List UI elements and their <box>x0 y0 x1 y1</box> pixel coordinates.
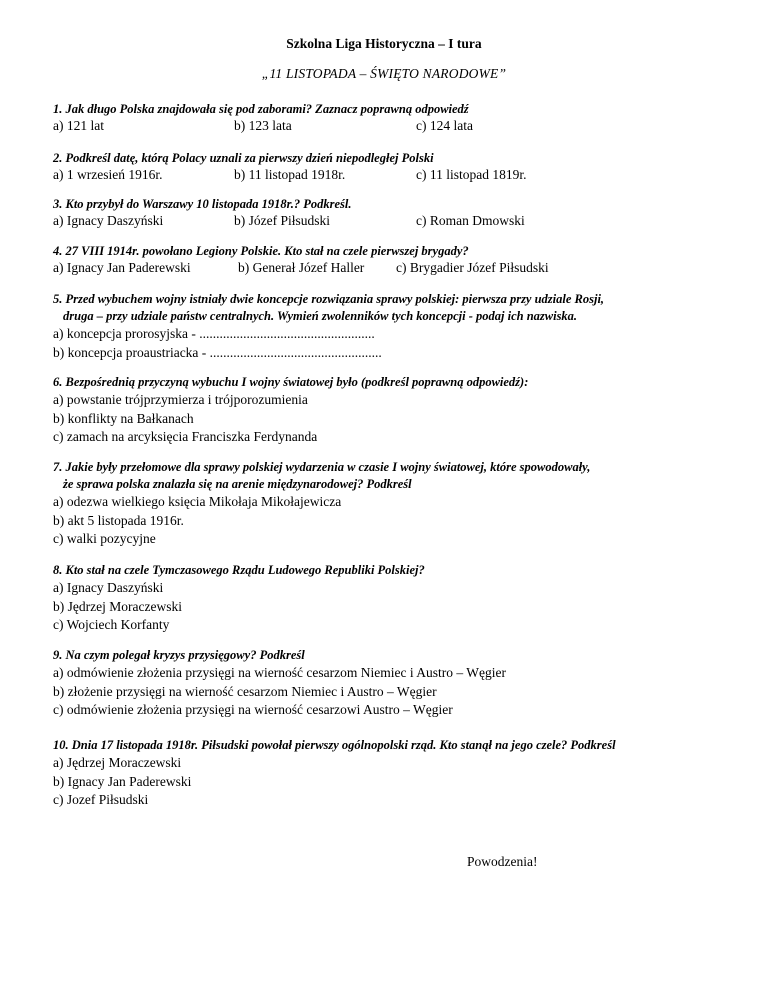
question-text: 10. Dnia 17 listopada 1918r. Piłsudski powołał pierwszy ogólnopolski rząd. Kto stanął na jego czele? Podkreśl <box>53 738 616 752</box>
question-text: 6. Bezpośrednią przyczyną wybuchu I wojny światowej było (podkreśl poprawną odpowiedź): <box>53 375 529 389</box>
question-text: 9. Na czym polegał kryzys przysięgowy? Podkreśl <box>53 648 305 662</box>
question-1 <box>53 101 733 137</box>
question-text: 5. Przed wybuchem wojny istniały dwie koncepcje rozwiązania sprawy polskiej: pierwsza przy udziale Rosji, druga – przy udziale państw centralnych. Wymień zwolenników tych koncepcji - podaj ich nazwiska. <box>53 292 605 323</box>
question-6 <box>53 374 733 447</box>
answer-option: c) 11 listopad 1819r. <box>416 167 527 182</box>
answer-option: b) konflikty na Bałkanach <box>53 410 194 426</box>
answer-option: b) 11 listopad 1918r. <box>234 167 346 182</box>
answer-option: b) Józef Piłsudski <box>234 213 330 228</box>
answer-option: b) Jędrzej Moraczewski <box>53 598 182 614</box>
answer-option: a) Ignacy Daszyński <box>53 213 164 228</box>
question-text: 3. Kto przybył do Warszawy 10 listopada 1918r.? Podkreśl. <box>53 197 352 211</box>
question-4 <box>53 243 733 279</box>
answer-line: b) koncepcja proaustriacka - ................................................... <box>53 344 382 360</box>
answer-option: a) odmówienie złożenia przysięgi na wierność cesarzom Niemiec i Austro – Węgier <box>53 665 506 680</box>
answer-option: c) Roman Dmowski <box>416 213 525 228</box>
answer-option: c) walki pozycyjne <box>53 531 156 547</box>
question-3 <box>53 196 733 232</box>
answer-option: a) odezwa wielkiego księcia Mikołaja Mikołajewicza <box>53 494 342 509</box>
answer-option: a) 1 wrzesień 1916r. <box>53 167 163 182</box>
answer-option: a) Ignacy Jan Paderewski <box>53 260 191 275</box>
question-text: 7. Jakie były przełomowe dla sprawy polskiej wydarzenia w czasie I wojny światowej, które spowodowały, że sprawa polska znalazła się na arenie międzynarodowej? Podkreśl <box>53 460 591 491</box>
answer-option: a) powstanie trójprzymierza i trójporozumienia <box>53 392 308 407</box>
question-text: 8. Kto stał na czele Tymczasowego Rządu Ludowego Republiki Polskiej? <box>53 563 425 577</box>
answer-option: b) Ignacy Jan Paderewski <box>53 773 192 789</box>
document-subtitle: „11 LISTOPADA – ŚWIĘTO NARODOWE” <box>261 66 507 81</box>
question-2 <box>53 150 733 186</box>
closing-text: Powodzenia! <box>467 854 538 869</box>
question-9 <box>53 647 733 720</box>
answer-option: c) Wojciech Korfanty <box>53 617 170 633</box>
answer-option: c) odmówienie złożenia przysięgi na wierność cesarzowi Austro – Węgier <box>53 702 453 718</box>
question-text: 2. Podkreśl datę, którą Polacy uznali za pierwszy dzień niepodległej Polski <box>53 151 434 165</box>
answer-option: a) Jędrzej Moraczewski <box>53 755 182 770</box>
question-5 <box>53 291 733 362</box>
answer-option: b) 123 lata <box>234 118 292 133</box>
question-text: 4. 27 VIII 1914r. powołano Legiony Polskie. Kto stał na czele pierwszej brygady? <box>53 244 469 258</box>
answer-option: b) akt 5 listopada 1916r. <box>53 512 184 528</box>
answer-option: b) Generał Józef Haller <box>238 260 365 275</box>
answer-line: a) koncepcja prorosyjska - .................................................... <box>53 326 375 341</box>
answer-option: c) Jozef Piłsudski <box>53 792 149 808</box>
question-text: 1. Jak długo Polska znajdowała się pod zaborami? Zaznacz poprawną odpowiedź <box>53 102 469 116</box>
answer-option: c) 124 lata <box>416 118 473 133</box>
answer-option: a) 121 lat <box>53 118 104 133</box>
question-10 <box>53 737 733 810</box>
answer-option: c) Brygadier Józef Piłsudski <box>396 260 549 275</box>
question-7 <box>53 459 733 549</box>
document-title: Szkolna Liga Historyczna – I tura <box>286 36 482 51</box>
answer-option: a) Ignacy Daszyński <box>53 580 164 595</box>
answer-option: c) zamach na arcyksięcia Franciszka Ferdynanda <box>53 429 318 445</box>
question-8 <box>53 562 733 635</box>
answer-option: b) złożenie przysięgi na wierność cesarzom Niemiec i Austro – Węgier <box>53 683 437 699</box>
